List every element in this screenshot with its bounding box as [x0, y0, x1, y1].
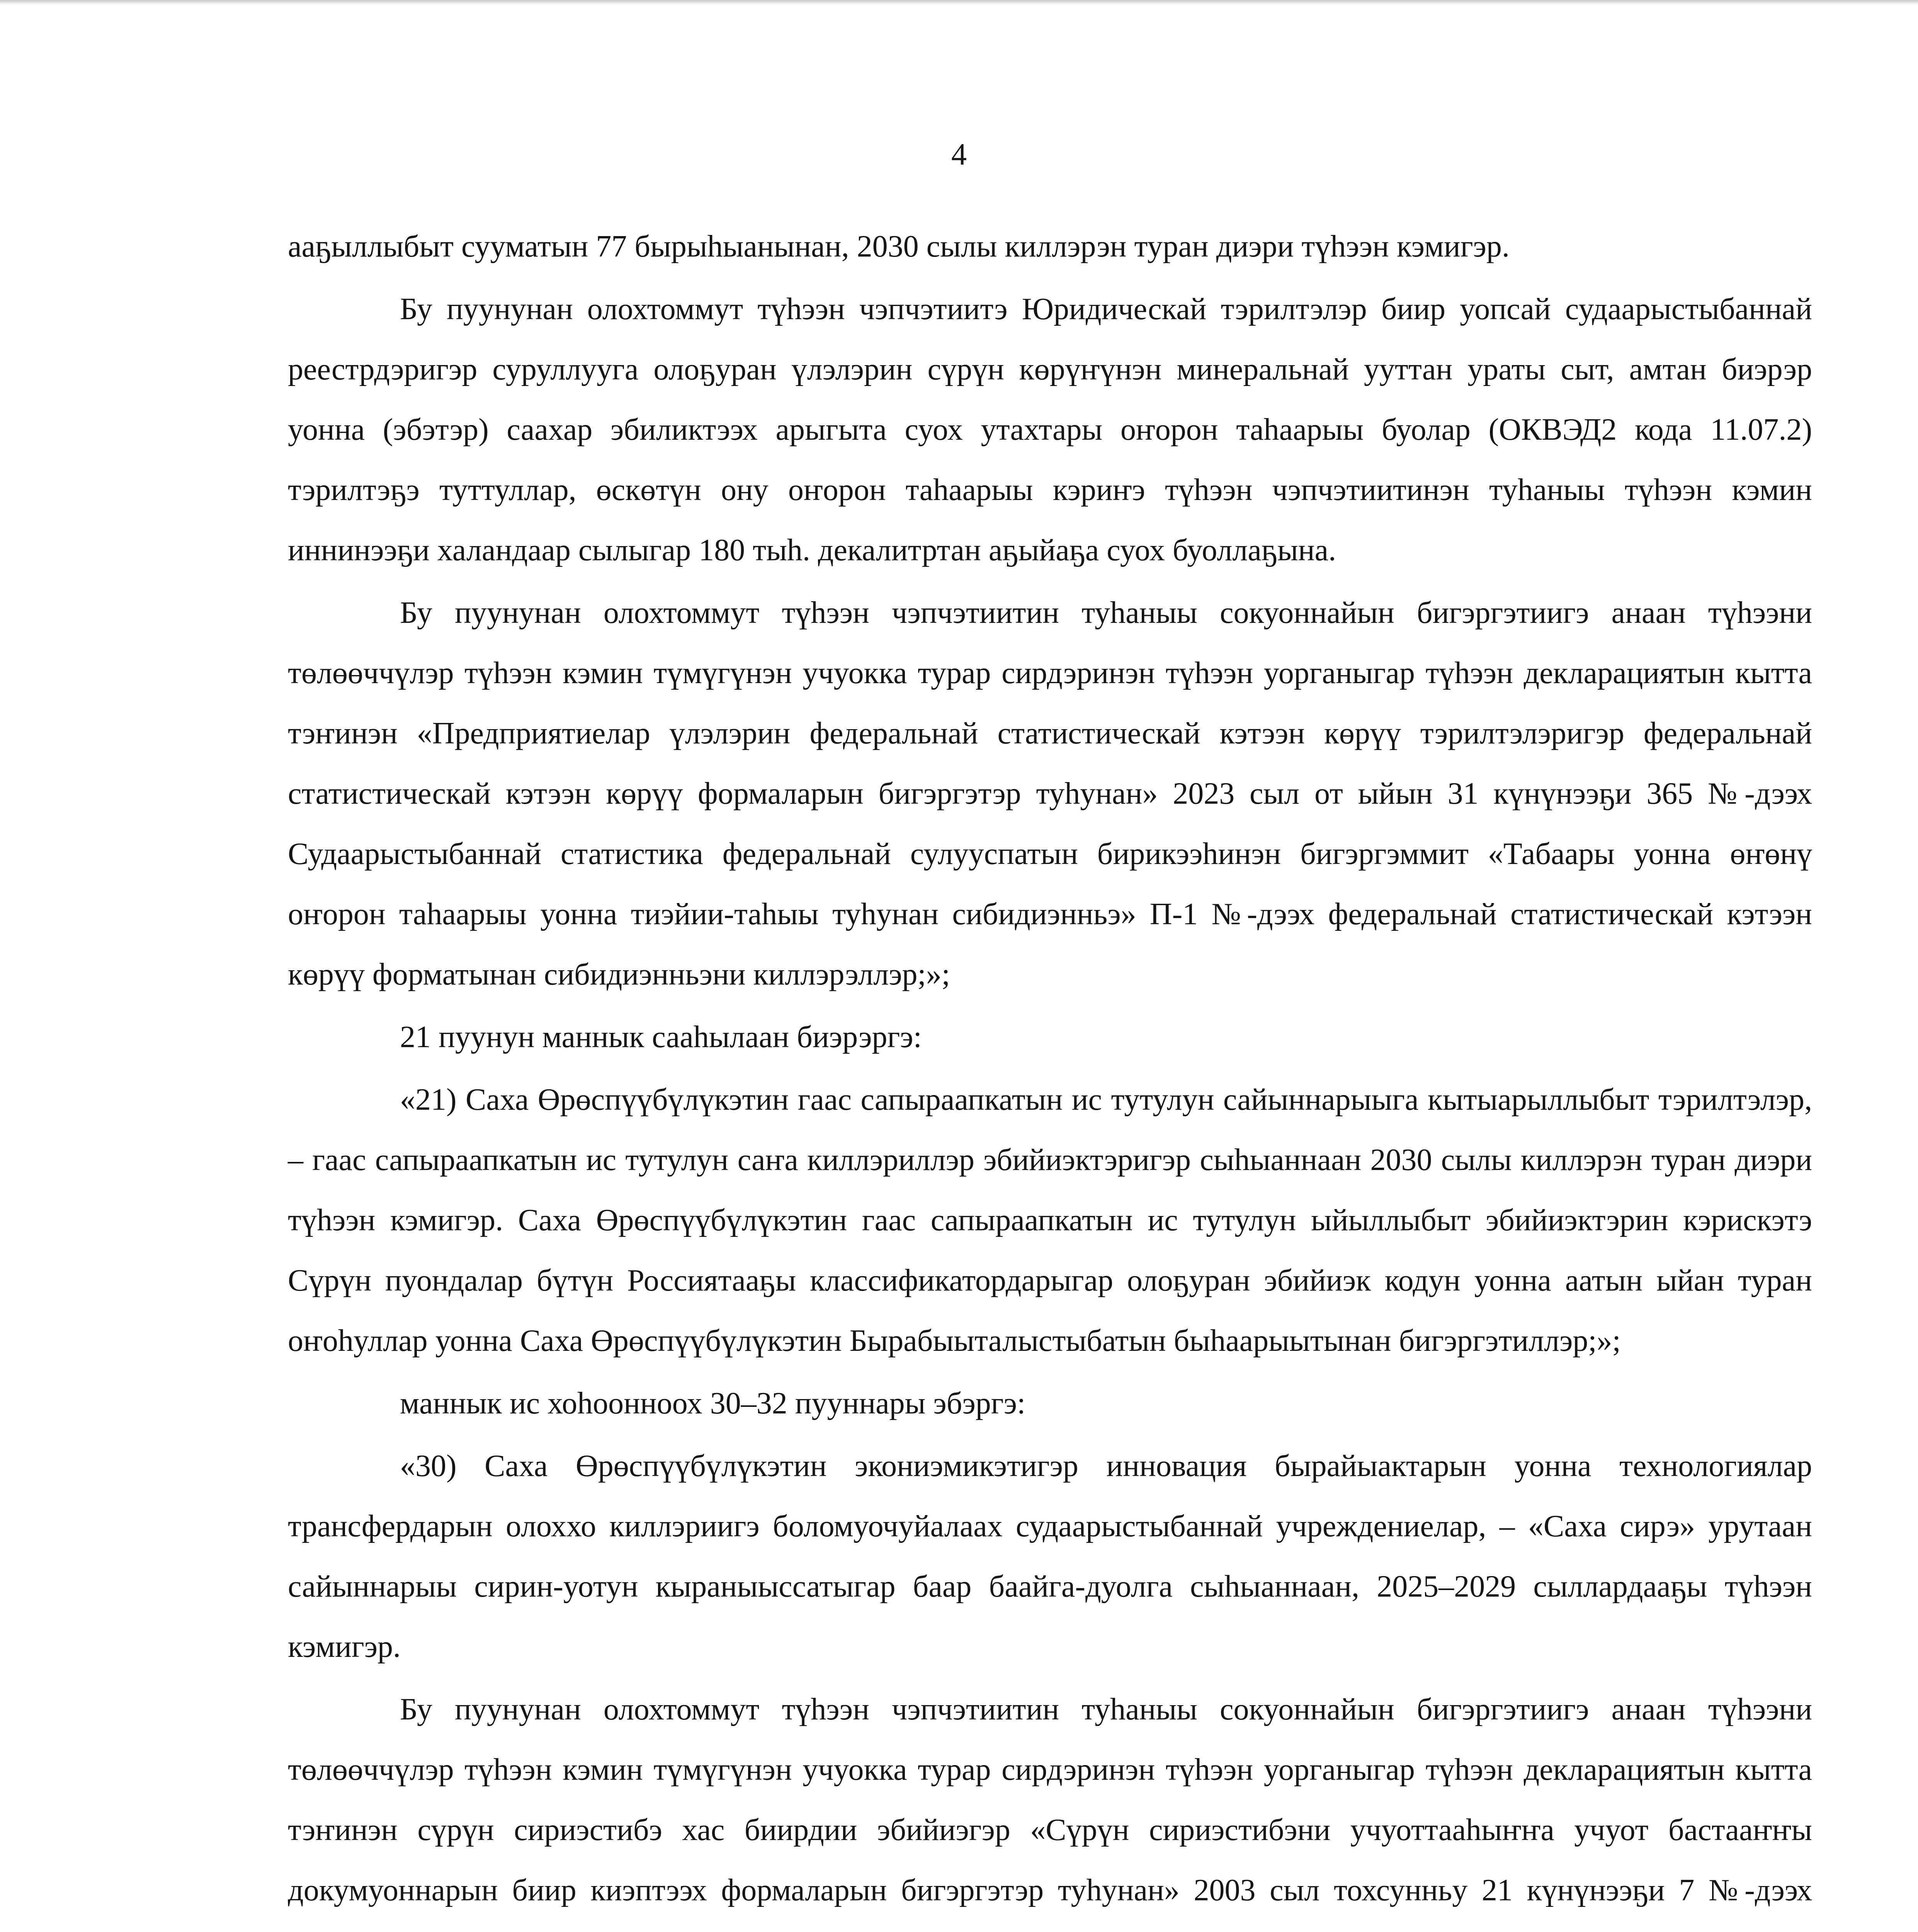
paragraph-1: ааҕыллыбыт сууматын 77 бырыһыанынан, 2030 сылы киллэрэн туран диэри түһээн кэмигэр.: [288, 230, 1510, 264]
paragraph-3: Бу пуунунан олохтоммут түһээн чэпчэтиитин туһаныы сокуоннайын бигэргэтиигэ анаан түһээни төлөөччүлэр түһээн кэмин түмүгүнэн учуокка турар сирдэринэн түһээн уорганыгар түһээн декларациятын кытта тэҥинэн «Предприятиелар үлэлэрин федеральнай статистическай кэтээн көрүү тэрилтэлэригэр федеральнай статистическай кэтээн көрүү формаларын бигэргэтэр туһунан» 2023 сыл от ыйын 31 күнүнээҕи 365 №-дээх Судаарыстыбаннай статистика федеральнай сулууспатын бирикээһинэн бигэргэммит «Табаары уонна өҥөнү оҥорон таһаарыы уонна тиэйии-таһыы туһунан сибидиэнньэ» П-1 №-дээх федеральнай статистическай кэтээн көрүү форматынан сибидиэнньэни киллэрэллэр;»;: [288, 596, 1812, 992]
paragraph-7: «30) Саха Өрөспүүбүлүкэтин экониэмикэтигэр инновация бырайыактарын уонна технологиялар трансфердарын олоххо киллэриигэ боломуочуйалаах судаарыстыбаннай учреждениелар, – «Саха сирэ» урутаан сайыннарыы сирин-уотун кыраныыссатыгар баар баайга-дуолга сыһыаннаан, 2025–2029 сыллардааҕы түһээн кэмигэр.: [288, 1449, 1812, 1664]
paragraph-4: 21 пуунун маннык сааһылаан биэрэргэ:: [400, 1020, 922, 1054]
scan-top-edge: [0, 0, 1918, 5]
document-body: [288, 216, 1812, 1923]
paragraph-5: «21) Саха Өрөспүүбүлүкэтин гаас сапыраапкатын ис тутулун сайыннарыыга кытыарыллыбыт тэрилтэлэр, – гаас сапыраапкатын ис тутулун саҥа киллэриллэр эбийиэктэригэр сыһыаннаан 2030 сылы киллэрэн туран диэри түһээн кэмигэр. Саха Өрөспүүбүлүкэтин гаас сапыраапкатын ис тутулун ыйыллыбыт эбийиэктэрин кэрискэтэ Сүрүн пуондалар бүтүн Россиятааҕы классификатордарыгар олоҕуран эбийиэк кодун уонна аатын ыйан туран оҥоһуллар уонна Саха Өрөспүүбүлүкэтин Бырабыыталыстыбатын быһаарыытынан бигэргэтиллэр;»;: [288, 1083, 1812, 1358]
page-number: 4: [951, 138, 967, 172]
paragraph-2: Бу пуунунан олохтоммут түһээн чэпчэтиитэ Юридическай тэрилтэлэр биир уопсай судаарыстыбаннай реестрдэригэр суруллууга олоҕуран үлэлэрин сүрүн көрүҥүнэн минеральнай ууттан ураты сыт, амтан биэрэр уонна (эбэтэр) саахар эбиликтээх арыгыта суох утахтары оҥорон таһаарыы буолар (ОКВЭД2 кода 11.07.2) тэрилтэҕэ туттуллар, өскөтүн ону оҥорон таһаарыы кэриҥэ түһээн чэпчэтиитинэн туһаныы түһээн кэмин иннинээҕи халандаар сылыгар 180 тыһ. декалитртан аҕыйаҕа суох буоллаҕына.: [288, 292, 1812, 567]
paragraph-6: маннык ис хоһоонноох 30–32 пууннары эбэргэ:: [400, 1386, 1026, 1420]
paragraph-8: Бу пуунунан олохтоммут түһээн чэпчэтиитин туһаныы сокуоннайын бигэргэтиигэ анаан түһээни төлөөччүлэр түһээн кэмин түмүгүнэн учуокка турар сирдэринэн түһээн уорганыгар түһээн декларациятын кытта тэҥинэн сүрүн сириэстибэ хас биирдии эбийиэгэр «Сүрүн сириэстибэни учуоттааһыҥҥа учуот бастааҥҥы докумуоннарын биир киэптээх формаларын бигэргэтэр туһунан» 2003 сыл тохсунньу 21 күнүнээҕи 7 №-дээх: [288, 1692, 1812, 1907]
